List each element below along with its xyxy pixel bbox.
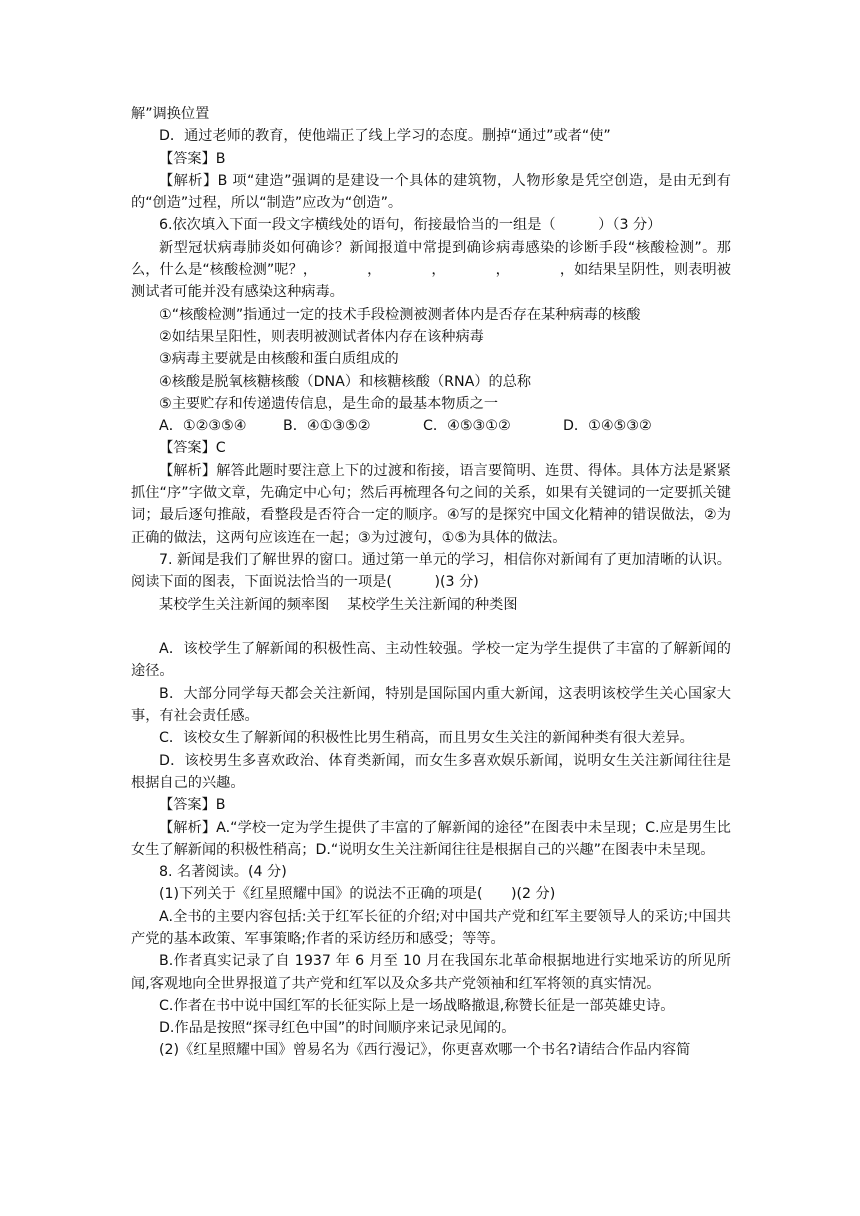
document-body: [131, 103, 731, 1062]
answer-line: 【答案】B: [159, 797, 226, 814]
question-7-stem: 7. 新闻是我们了解世界的窗口。通过第一单元的学习，相信你对新闻有了更加清晰的认识。阅读下面的图表，下面说法恰当的一项是( )(3 分): [131, 551, 731, 591]
option-d: D.作品是按照“探寻红色中国”的时间顺序来记录见闻的。: [159, 1020, 516, 1037]
answer-line: 【答案】B: [159, 150, 226, 167]
option-d: D．该校男生多喜欢政治、体育类新闻，而女生多喜欢娱乐新闻，说明女生关注新闻往往是根据自己的兴趣。: [131, 752, 731, 791]
option-b: B．大部分同学每天都会关注新闻，特别是国际国内重大新闻，这表明该校学生关心国家大事，有社会责任感。: [131, 685, 731, 725]
chart-captions: [131, 594, 731, 616]
answer-line: 【答案】C: [159, 440, 226, 457]
question-6-options: [131, 415, 731, 437]
option-c: C．④⑤③①②: [423, 418, 511, 435]
sentence-5: ⑤主要贮存和传递遗传信息，是生命的最基本物质之一: [159, 395, 499, 412]
question-8-part-1: (1)下列关于《红星照耀中国》的说法不正确的项是( )(2 分): [159, 886, 556, 903]
analysis-paragraph: 【解析】解答此题时要注意上下的过渡和衔接，语言要简明、连贯、得体。具体方法是紧紧抓住“序”字做文章，先确定中心句；然后再梳理各句之间的关系，如果有关键词的一定要抓关键词；最后逐句推敲，看整段是否符合一定的顺序。④写的是探究中国文化精神的错误做法，②为正确的做法，这两句应该连在一起；③为过渡句，①⑤为具体的做法。: [131, 462, 731, 546]
text-line: D．通过老师的教育，使他端正了线上学习的态度。删掉“通过”或者“使”: [159, 128, 611, 145]
analysis-paragraph: 【解析】A.“学校一定为学生提供了丰富的了解新闻的途径”在图表中未呈现；C.应是男生比女生了解新闻的积极性稍高；D.“说明女生关注新闻往往是根据自己的兴趣”在图表中未呈现。: [131, 819, 731, 858]
sentence-2: ②如结果呈阳性，则表明被测试者体内存在该种病毒: [159, 328, 484, 345]
sentence-1: ①“核酸检测”指通过一定的技术手段检测被测者体内是否存在某种病毒的核酸: [159, 306, 641, 323]
sentence-4: ④核酸是脱氧核糖核酸（DNA）和核糖核酸（RNA）的总称: [159, 373, 532, 390]
chart-caption-types: 某校学生关注新闻的种类图: [347, 596, 518, 613]
chart-caption-frequency: 某校学生关注新闻的频率图: [159, 596, 330, 613]
blank-line: [131, 616, 731, 638]
analysis-paragraph: 【解析】B 项“建造”强调的是建设一个具体的建筑物，人物形象是凭空创造，是由无到有的“创造”过程，所以“制造”应改为“创造”。: [131, 172, 731, 212]
question-8-stem: 8. 名著阅读。(4 分): [159, 864, 287, 881]
question-6-stem: 6.依次填入下面一段文字横线处的语句，衔接最恰当的一组是（ ）（3 分）: [159, 217, 662, 234]
option-a: A．①②③⑤④: [159, 418, 247, 435]
option-b: B．④①③⑤②: [283, 418, 371, 435]
option-c: C.作者在书中说中国红军的长征实际上是一场战略撤退,称赞长征是一部英雄史诗。: [159, 997, 675, 1014]
option-c: C．该校女生了解新闻的积极性比男生稍高，而且男女生关注的新闻种类有很大差异。: [159, 730, 694, 747]
text-line: 解”调换位置: [131, 106, 210, 122]
option-a: A．该校学生了解新闻的积极性高、主动性较强。学校一定为学生提供了丰富的了解新闻的途径。: [131, 641, 731, 680]
option-a: A.全书的主要内容包括:关于红军长征的介绍;对中国共产党和红军主要领导人的采访;中国共产党的基本政策、军事策略;作者的采访经历和感受；等等。: [131, 908, 731, 947]
sentence-3: ③病毒主要就是由核酸和蛋白质组成的: [159, 351, 399, 368]
question-6-passage: 新型冠状病毒肺炎如何确诊？新闻报道中常提到确诊病毒感染的诊断手段“核酸检测”。那么，什么是“核酸检测”呢？， ， ， ， ，如结果呈阴性，则表明被测试者可能并没有感染这种病毒。: [131, 239, 731, 301]
question-8-part-2: (2)《红星照耀中国》曾易名为《西行漫记》，你更喜欢哪一个书名?请结合作品内容简: [159, 1042, 691, 1059]
option-d: D．①④⑤③②: [563, 418, 652, 435]
option-b: B.作者真实记录了自 1937 年 6 月至 10 月在我国东北革命根据地进行实地采访的所见所闻,客观地向全世界报道了共产党和红军以及众多共产党领袖和红军将领的真实情况。: [131, 953, 731, 992]
